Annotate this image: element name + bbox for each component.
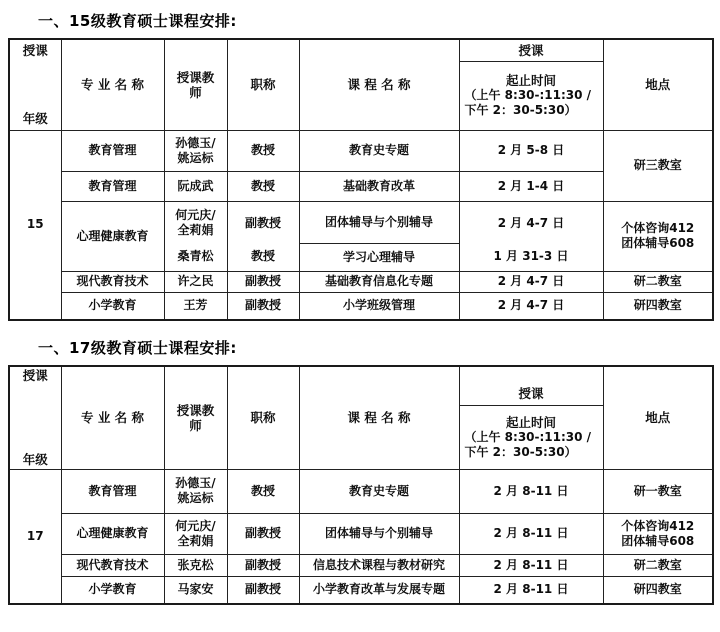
course-cell: 教育史专题 <box>299 469 459 513</box>
teacher-cell: 张克松 <box>164 554 227 576</box>
rank-cell <box>227 201 299 271</box>
header-year-top: 授课 <box>22 43 48 59</box>
header-time-detail <box>459 61 603 130</box>
year-cell-17: 17 <box>9 469 61 604</box>
major-cell: 小学教育 <box>61 292 164 320</box>
header-teacher: 授课教师 <box>164 366 227 469</box>
rank-b: 教授 <box>250 249 275 263</box>
rank-cell: 副教授 <box>227 292 299 320</box>
table-17-header <box>9 366 713 469</box>
header-rank: 职称 <box>227 366 299 469</box>
header-course: 课 程 名 称 <box>299 39 459 130</box>
table-row <box>9 292 713 320</box>
teacher-cell: 王芳 <box>164 292 227 320</box>
teacher-cell: 阮成武 <box>164 171 227 201</box>
teacher-cell: 孙德玉/姚运标 <box>164 469 227 513</box>
course-cell: 信息技术课程与教材研究 <box>299 554 459 576</box>
course-cell: 学习心理辅导 <box>299 244 459 271</box>
major-cell: 心理健康教育 <box>61 201 164 271</box>
major-cell: 现代教育技术 <box>61 554 164 576</box>
place-cell <box>603 513 713 554</box>
teacher-group-b: 桑青松 <box>177 249 214 263</box>
header-time-line2: （上午 8:30-:11:30 / <box>464 429 592 444</box>
place-cell: 研二教室 <box>603 271 713 292</box>
time-cell <box>459 201 603 271</box>
header-year-bottom: 年级 <box>22 111 48 127</box>
major-cell: 教育管理 <box>61 130 164 171</box>
table-row <box>9 513 713 554</box>
course-cell: 小学班级管理 <box>299 292 459 320</box>
schedule-table-15 <box>8 38 714 321</box>
major-cell: 教育管理 <box>61 171 164 201</box>
teacher-cell: 孙德玉/姚运标 <box>164 130 227 171</box>
table-row <box>9 576 713 604</box>
table-15-header <box>9 39 713 130</box>
rank-cell: 教授 <box>227 171 299 201</box>
course-cell: 基础教育改革 <box>299 171 459 201</box>
rank-cell: 教授 <box>227 130 299 171</box>
header-place: 地点 <box>603 366 713 469</box>
header-major: 专 业 名 称 <box>61 366 164 469</box>
header-year-bottom: 年级 <box>22 452 48 468</box>
major-cell: 教育管理 <box>61 469 164 513</box>
header-time-line3: 下午 2：30-5:30） <box>464 103 577 117</box>
table-row <box>9 469 713 513</box>
section-title-15: 一、15级教育硕士课程安排: <box>38 12 237 30</box>
place-cell <box>603 201 713 271</box>
header-time-label: 授课 <box>459 366 603 405</box>
schedule-table-17 <box>8 365 714 605</box>
header-year-cell <box>9 39 61 130</box>
place-cell: 研三教室 <box>603 130 713 201</box>
time-cell: 2 月 8-11 日 <box>459 554 603 576</box>
header-time-detail <box>459 405 603 469</box>
time-cell: 2 月 8-11 日 <box>459 469 603 513</box>
rank-cell: 副教授 <box>227 513 299 554</box>
teacher-cell: 何元庆/全莉娟 <box>164 513 227 554</box>
place-cell: 研四教室 <box>603 292 713 320</box>
course-cell: 教育史专题 <box>299 130 459 171</box>
place-cell: 研四教室 <box>603 576 713 604</box>
teacher-cell: 马家安 <box>164 576 227 604</box>
rank-cell: 副教授 <box>227 271 299 292</box>
place-cell: 研二教室 <box>603 554 713 576</box>
time-cell: 2 月 4-7 日 <box>459 271 603 292</box>
course-cell: 团体辅导与个别辅导 <box>299 513 459 554</box>
time-cell: 2 月 8-11 日 <box>459 513 603 554</box>
teacher-group-a: 何元庆/全莉娟 <box>175 208 216 237</box>
header-time-line1: 起止时间 <box>505 73 556 88</box>
table-row <box>9 271 713 292</box>
header-rank: 职称 <box>227 39 299 130</box>
rank-a: 副教授 <box>244 215 281 230</box>
header-year-cell <box>9 366 61 469</box>
header-time-label: 授课 <box>459 39 603 61</box>
header-teacher: 授课教师 <box>164 39 227 130</box>
place-line2: 团体辅导608 <box>621 533 695 548</box>
major-cell: 心理健康教育 <box>61 513 164 554</box>
teacher-cell: 许之民 <box>164 271 227 292</box>
time-cell: 2 月 5-8 日 <box>459 130 603 171</box>
year-cell-15: 15 <box>9 130 61 320</box>
time-a: 2 月 4-7 日 <box>497 215 565 230</box>
course-cell: 团体辅导与个别辅导 <box>299 201 459 244</box>
header-time-line1: 起止时间 <box>505 414 556 430</box>
header-course: 课 程 名 称 <box>299 366 459 469</box>
rank-cell: 教授 <box>227 469 299 513</box>
header-time-line3: 下午 2：30-5:30） <box>464 444 577 459</box>
place-line1: 个体咨询412 <box>621 518 695 533</box>
header-time-line2: （上午 8:30-:11:30 / <box>464 88 592 102</box>
rank-cell: 副教授 <box>227 554 299 576</box>
header-place: 地点 <box>603 39 713 130</box>
time-b: 1 月 31-3 日 <box>493 249 569 263</box>
place-line1: 个体咨询412 <box>621 221 695 235</box>
rank-cell: 副教授 <box>227 576 299 604</box>
major-cell: 现代教育技术 <box>61 271 164 292</box>
header-major: 专 业 名 称 <box>61 39 164 130</box>
time-cell: 2 月 4-7 日 <box>459 292 603 320</box>
time-cell: 2 月 1-4 日 <box>459 171 603 201</box>
course-cell: 小学教育改革与发展专题 <box>299 576 459 604</box>
place-line2: 团体辅导608 <box>621 236 695 250</box>
time-cell: 2 月 8-11 日 <box>459 576 603 604</box>
section-title-17: 一、17级教育硕士课程安排: <box>38 339 237 357</box>
header-year-top: 授课 <box>22 368 48 384</box>
table-row <box>9 201 713 244</box>
course-cell: 基础教育信息化专题 <box>299 271 459 292</box>
table-row <box>9 554 713 576</box>
teacher-cell <box>164 201 227 271</box>
major-cell: 小学教育 <box>61 576 164 604</box>
place-cell: 研一教室 <box>603 469 713 513</box>
table-row <box>9 130 713 171</box>
